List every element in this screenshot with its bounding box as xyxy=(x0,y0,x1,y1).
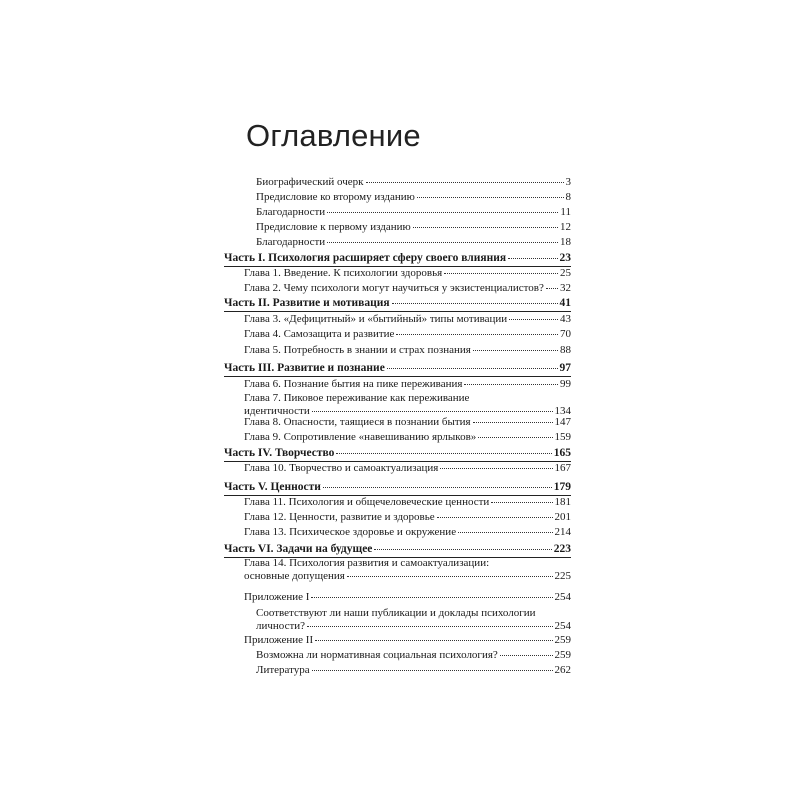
toc-part-entry xyxy=(224,297,571,310)
toc-entry xyxy=(244,378,571,391)
toc-entry-label: Глава 13. Психическое здоровье и окружение xyxy=(244,526,457,538)
toc-entry xyxy=(244,282,571,295)
toc-entry xyxy=(244,431,571,444)
toc-page-number: 254 xyxy=(554,591,571,603)
toc-entry xyxy=(244,267,571,280)
toc-entry-label: основные допущения xyxy=(244,570,345,582)
toc-page-number: 262 xyxy=(554,664,571,676)
toc-entry-label: Глава 12. Ценности, развитие и здоровье xyxy=(244,511,435,523)
toc-entry-label: Приложение II xyxy=(244,634,314,646)
toc-page-number: 43 xyxy=(560,313,571,325)
toc-page-number: 25 xyxy=(560,267,571,279)
dot-leader xyxy=(327,242,558,243)
toc-entry xyxy=(256,191,571,204)
toc-entry-label: Глава 3. «Дефицитный» и «бытийный» типы мотивации xyxy=(244,313,508,325)
toc-part-entry xyxy=(224,543,571,556)
dot-leader xyxy=(336,453,551,454)
toc-entry-label: Часть VI. Задачи на будущее xyxy=(224,543,373,555)
toc-part-entry xyxy=(224,252,571,265)
dot-leader xyxy=(311,597,552,598)
toc-page-number: 99 xyxy=(560,378,571,390)
toc-entry-label: Благодарности xyxy=(256,206,326,218)
toc-page-number: 23 xyxy=(559,252,571,264)
toc-entry-label: Часть II. Развитие и мотивация xyxy=(224,297,390,309)
dot-leader xyxy=(312,411,553,412)
toc-page-number: 167 xyxy=(554,462,571,474)
dot-leader xyxy=(444,273,558,274)
dot-leader xyxy=(396,334,558,335)
toc-page-number: 201 xyxy=(554,511,571,523)
toc-entry-label: Глава 11. Психология и общечеловеческие ценности xyxy=(244,496,490,508)
toc-entry-label: Приложение I xyxy=(244,591,310,603)
toc-entry-label: Глава 9. Сопротивление «навешиванию ярлыков» xyxy=(244,431,477,443)
toc-entry xyxy=(244,416,571,429)
toc-page-number: 8 xyxy=(565,191,571,203)
toc-part-entry xyxy=(224,362,571,375)
dot-leader xyxy=(500,655,553,656)
toc-entry xyxy=(244,634,571,647)
toc-entry xyxy=(256,236,571,249)
toc-entry xyxy=(244,462,571,475)
dot-leader xyxy=(440,468,552,469)
dot-leader xyxy=(546,288,558,289)
toc-entry xyxy=(256,221,571,234)
toc-entry xyxy=(256,206,571,219)
dot-leader xyxy=(347,576,553,577)
toc-entry-label: личности? xyxy=(256,620,306,632)
dot-leader xyxy=(315,640,552,641)
toc-entry xyxy=(256,664,571,677)
dot-leader xyxy=(413,227,558,228)
dot-leader xyxy=(509,319,558,320)
toc-page-number: 41 xyxy=(559,297,571,309)
dot-leader xyxy=(508,258,557,259)
toc-entry xyxy=(256,620,571,633)
toc-entry-label: Возможна ли нормативная социальная психология? xyxy=(256,649,498,661)
toc-page-number: 214 xyxy=(554,526,571,538)
toc-entry-label: Предисловие к первому изданию xyxy=(256,221,411,233)
dot-leader xyxy=(392,303,558,304)
toc-entry xyxy=(244,526,571,539)
toc-page-number: 259 xyxy=(554,634,571,646)
toc-entry-label-line1: Глава 14. Психология развития и самоактуализации: xyxy=(244,557,490,569)
toc-page-number: 32 xyxy=(560,282,571,294)
toc-entry xyxy=(256,649,571,662)
part-underline xyxy=(224,376,571,377)
dot-leader xyxy=(417,197,564,198)
toc-page-number: 181 xyxy=(554,496,571,508)
toc-entry xyxy=(244,344,571,357)
toc-page-number: 134 xyxy=(554,405,571,417)
toc-entry-label: Часть I. Психология расширяет сферу своего влияния xyxy=(224,252,507,264)
dot-leader xyxy=(491,502,552,503)
toc-page-number: 165 xyxy=(553,447,571,459)
toc-entry-label: Биографический очерк xyxy=(256,176,364,188)
toc-entry-label: Глава 10. Творчество и самоактуализация xyxy=(244,462,439,474)
toc-page-number: 88 xyxy=(560,344,571,356)
toc-entry-label-line1: Соответствуют ли наши публикации и доклады психологии xyxy=(256,607,536,619)
dot-leader xyxy=(312,670,553,671)
toc-entry xyxy=(244,328,571,341)
toc-entry-label: Глава 1. Введение. К психологии здоровья xyxy=(244,267,443,279)
toc-entry-label: Литература xyxy=(256,664,310,676)
dot-leader xyxy=(366,182,564,183)
toc-page-number: 3 xyxy=(565,176,571,188)
part-underline xyxy=(224,311,571,312)
toc-entry-label: Глава 8. Опасности, таящиеся в познании бытия xyxy=(244,416,471,428)
toc-entry xyxy=(256,176,571,189)
toc-page-number: 12 xyxy=(560,221,571,233)
dot-leader xyxy=(473,350,558,351)
toc-entry xyxy=(244,313,571,326)
toc-entry xyxy=(244,496,571,509)
dot-leader xyxy=(464,384,558,385)
dot-leader xyxy=(323,487,552,488)
dot-leader xyxy=(374,549,551,550)
page-title: Оглавление xyxy=(246,118,421,153)
toc-page-number: 179 xyxy=(553,481,571,493)
toc-page-number: 97 xyxy=(559,362,571,374)
toc-entry-label: идентичности xyxy=(244,405,310,417)
toc-entry-label: Предисловие ко второму изданию xyxy=(256,191,415,203)
toc-page-number: 254 xyxy=(554,620,571,632)
toc-entry-label: Часть IV. Творчество xyxy=(224,447,335,459)
dot-leader xyxy=(307,626,552,627)
toc-page-number: 18 xyxy=(560,236,571,248)
toc-entry xyxy=(244,570,571,583)
toc-entry-label: Благодарности xyxy=(256,236,326,248)
toc-entry-label: Глава 2. Чему психологи могут научиться у экзистенциалистов? xyxy=(244,282,544,294)
toc-entry-label-line1: Глава 7. Пиковое переживание как переживание xyxy=(244,392,470,404)
toc-page-number: 223 xyxy=(553,543,571,555)
dot-leader xyxy=(458,532,552,533)
dot-leader xyxy=(473,422,553,423)
toc-entry-label: Глава 4. Самозащита и развитие xyxy=(244,328,395,340)
dot-leader xyxy=(387,368,558,369)
toc-page-number: 147 xyxy=(554,416,571,428)
toc-page-number: 225 xyxy=(554,570,571,582)
dot-leader xyxy=(327,212,558,213)
toc-entry-label: Глава 6. Познание бытия на пике переживания xyxy=(244,378,463,390)
toc-page-number: 11 xyxy=(560,206,571,218)
toc-entry xyxy=(244,511,571,524)
toc-entry-label: Часть III. Развитие и познание xyxy=(224,362,385,374)
dot-leader xyxy=(437,517,553,518)
toc-entry-label: Глава 5. Потребность в знании и страх познания xyxy=(244,344,471,356)
toc-part-entry xyxy=(224,447,571,460)
toc-part-entry xyxy=(224,481,571,494)
toc-page-number: 259 xyxy=(554,649,571,661)
toc-entry xyxy=(244,591,571,604)
toc-page-number: 70 xyxy=(560,328,571,340)
toc-entry-label: Часть V. Ценности xyxy=(224,481,321,493)
dot-leader xyxy=(478,437,552,438)
toc-page-number: 159 xyxy=(554,431,571,443)
